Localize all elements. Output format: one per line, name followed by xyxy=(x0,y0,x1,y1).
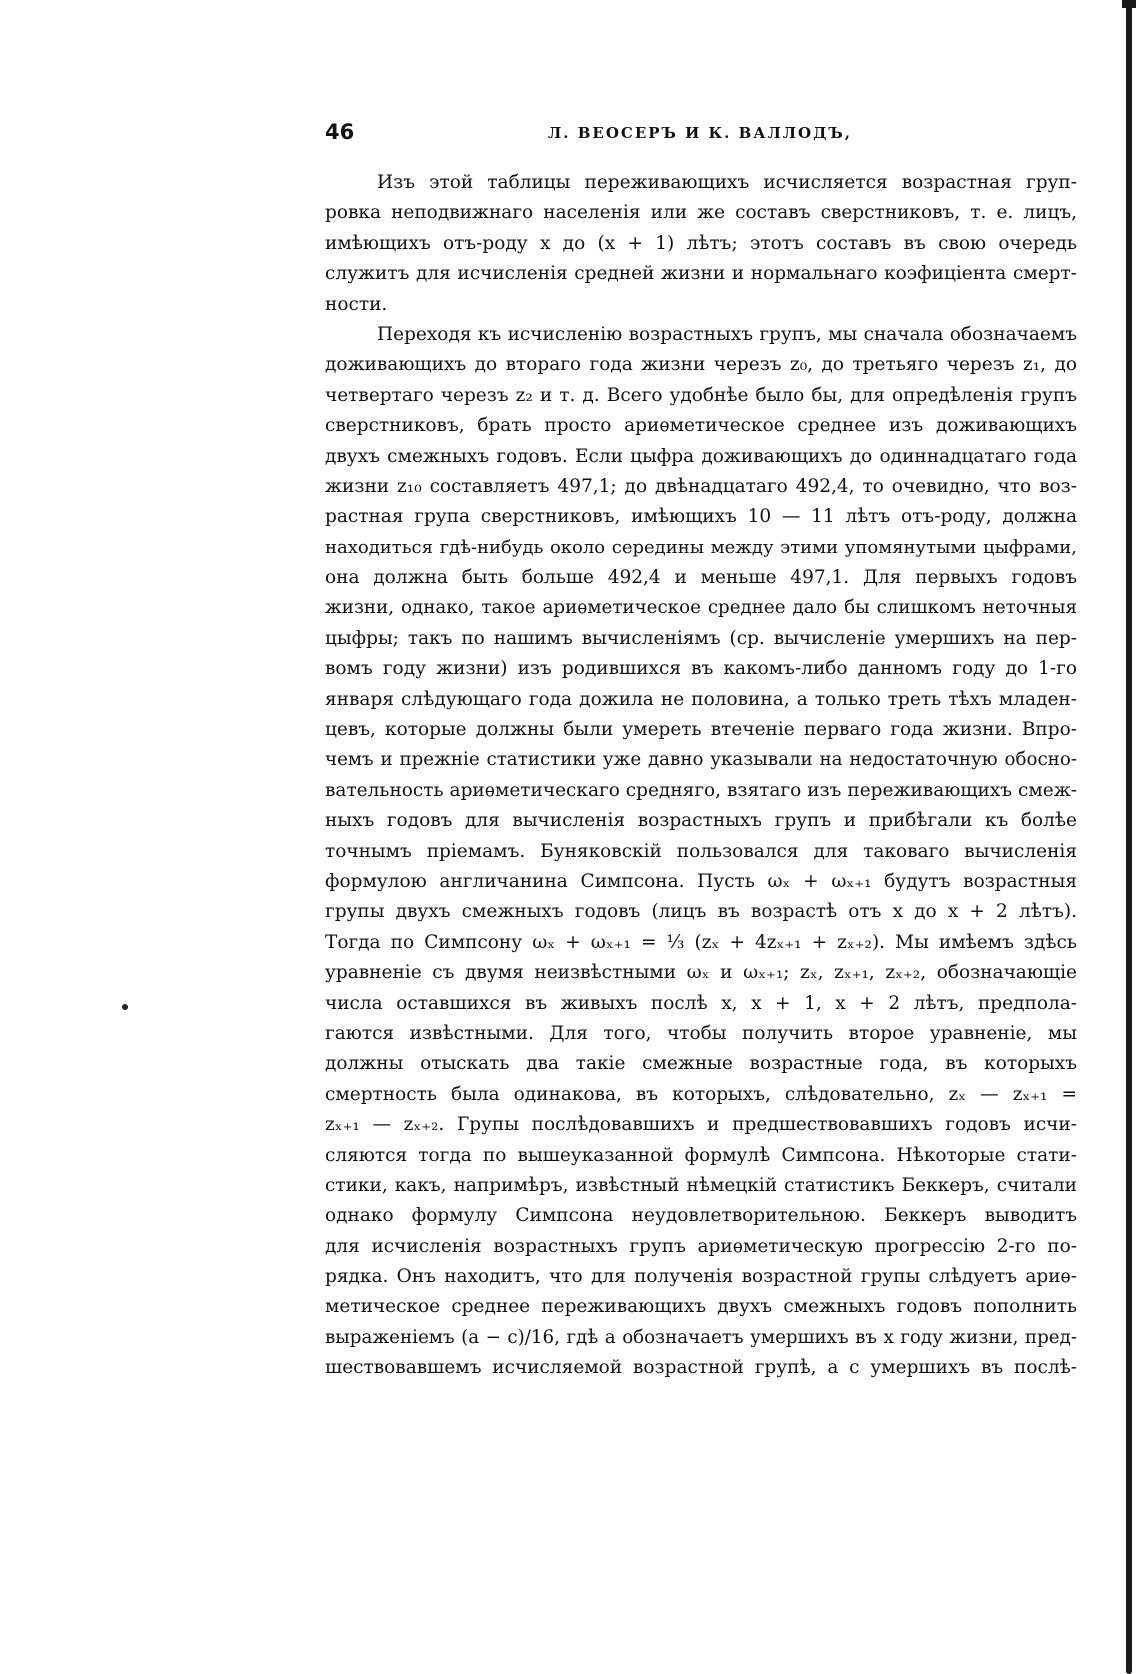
text-line: двухъ смежныхъ годовъ. Если цыфра доживающихъ до одиннадцатаго года xyxy=(325,445,1077,467)
text-line: ности. xyxy=(325,293,388,315)
text-line: доживающихъ до втораго года жизни черезъ z₀, до третьяго черезъ z₁, до xyxy=(325,354,1077,376)
text-line: служитъ для исчисленія средней жизни и нормальнаго коэфиціента смерт- xyxy=(325,263,1077,285)
text-line: числа оставшихся въ живыхъ послѣ x, x + 1, x + 2 лѣтъ, предпола- xyxy=(325,992,1077,1014)
text-line: растная група сверстниковъ, имѣющихъ 10 — 11 лѣтъ отъ-роду, должна xyxy=(325,506,1077,528)
text-line: цыфры; такъ по нашимъ вычисленіямъ (ср. вычисленіе умершихъ на пер- xyxy=(325,627,1077,649)
text-line: находиться гдѣ-нибудь около середины между этими упомянутыми цыфрами, xyxy=(325,536,1077,558)
text-line: метическое среднее переживающихъ двухъ смежныхъ годовъ пополнить xyxy=(325,1296,1077,1318)
text-line: точнымъ пріемамъ. Буняковскій пользовался для таковаго вычисленія xyxy=(325,840,1077,862)
text-line: Изъ этой таблицы переживающихъ исчисляется возрастная груп- xyxy=(377,172,1077,193)
text-line: она должна быть больше 492,4 и меньше 497,1. Для первыхъ годовъ xyxy=(325,567,1077,589)
text-line: вомъ году жизни) изъ родившихся въ какомъ-либо данномъ году до 1-го xyxy=(325,658,1077,680)
text-line: января слѣдующаго года дожила не половина, а только треть тѣхъ младен- xyxy=(325,688,1077,710)
text-line: ныхъ годовъ для вычисленія возрастныхъ групъ и прибѣгали къ болѣе xyxy=(325,810,1077,832)
text-line: шествовавшемъ исчисляемой возрастной групѣ, а c умершихъ въ послѣ- xyxy=(325,1357,1077,1379)
paragraph-1 xyxy=(325,168,1077,320)
page-edge-shadow xyxy=(1122,0,1140,1674)
text-line: четвертаго черезъ z₂ и т. д. Всего удобнѣе было бы, для опредѣленія групъ xyxy=(325,384,1077,406)
text-line: Тогда по Симпсону ωₓ + ωₓ₊₁ = ⅓ (zₓ + 4zₓ₊₁ + zₓ₊₂). Мы имѣемъ здѣсь xyxy=(325,931,1077,953)
text-line: вательность ариѳметическаго средняго, взятаго изъ переживающихъ смеж- xyxy=(325,779,1077,801)
text-line: уравненіе съ двумя неизвѣстными ωₓ и ωₓ₊₁; zₓ, zₓ₊₁, zₓ₊₂, обозначающіе xyxy=(325,962,1077,984)
text-line: жизни, однако, такое ариѳметическое среднее дало бы слишкомъ неточныя xyxy=(325,597,1077,619)
text-line: для исчисленія возрастныхъ групъ ариѳметическую прогрессію 2-го по- xyxy=(325,1235,1077,1257)
running-head: Л. ВЕОСЕРЪ И К. ВАЛЛОДЪ, xyxy=(548,124,852,142)
text-line: должны отыскать два такіе смежные возрастные года, въ которыхъ xyxy=(325,1053,1077,1075)
text-line: однако формулу Симпсона неудовлетворительною. Беккеръ выводитъ xyxy=(325,1205,1077,1227)
text-line: zₓ₊₁ — zₓ₊₂. Групы послѣдовавшихъ и предшествовавшихъ годовъ исчи- xyxy=(325,1114,1077,1136)
page-header xyxy=(325,120,1075,150)
text-line: стики, какъ, напримѣръ, извѣстный нѣмецкій статистикъ Беккеръ, считали xyxy=(325,1174,1077,1196)
body-text xyxy=(325,168,1077,1384)
text-line: гаются извѣстными. Для того, чтобы получить второе уравненіе, мы xyxy=(325,1022,1077,1044)
text-line: жизни z₁₀ составляетъ 497,1; до двѣнадцатаго 492,4, то очевидно, что воз- xyxy=(325,475,1077,497)
text-line: выраженіемъ (a − c)/16, гдѣ a обозначаетъ умершихъ въ x году жизни, пред- xyxy=(325,1326,1077,1348)
text-line: имѣющихъ отъ-роду x до (x + 1) лѣтъ; этотъ составъ въ свою очередь xyxy=(325,232,1077,254)
text-line: цевъ, которые должны были умереть втеченіе перваго года жизни. Впро- xyxy=(325,719,1077,741)
text-line: ровка неподвижнаго населенія или же составъ сверстниковъ, т. е. лицъ, xyxy=(325,202,1077,224)
page-edge-corner xyxy=(1122,0,1136,8)
text-line: смертность была одинакова, въ которыхъ, слѣдовательно, zₓ — zₓ₊₁ = xyxy=(325,1083,1077,1105)
text-line: чемъ и прежніе статистики уже давно указывали на недостаточную обосно- xyxy=(325,749,1077,771)
text-line: рядка. Онъ находитъ, что для полученія возрастной групы слѣдуетъ ариѳ- xyxy=(325,1266,1077,1288)
text-line: сляются тогда по вышеуказанной формулѣ Симпсона. Нѣкоторые стати- xyxy=(325,1144,1077,1166)
paragraph-2 xyxy=(325,320,1077,1384)
text-line: сверстниковъ, брать просто ариѳметическое среднее изъ доживающихъ xyxy=(325,415,1077,437)
text-line: групы двухъ смежныхъ годовъ (лицъ въ возрастѣ отъ x до x + 2 лѣтъ). xyxy=(325,901,1077,923)
text-line: Переходя къ исчисленію возрастныхъ групъ, мы сначала обозначаемъ xyxy=(377,323,1077,345)
page-edge-line xyxy=(1126,0,1132,1674)
page-number: 46 xyxy=(325,120,355,144)
margin-speck xyxy=(122,1004,128,1010)
text-line: формулою англичанина Симпсона. Пусть ωₓ + ωₓ₊₁ будутъ возрастныя xyxy=(325,870,1077,892)
